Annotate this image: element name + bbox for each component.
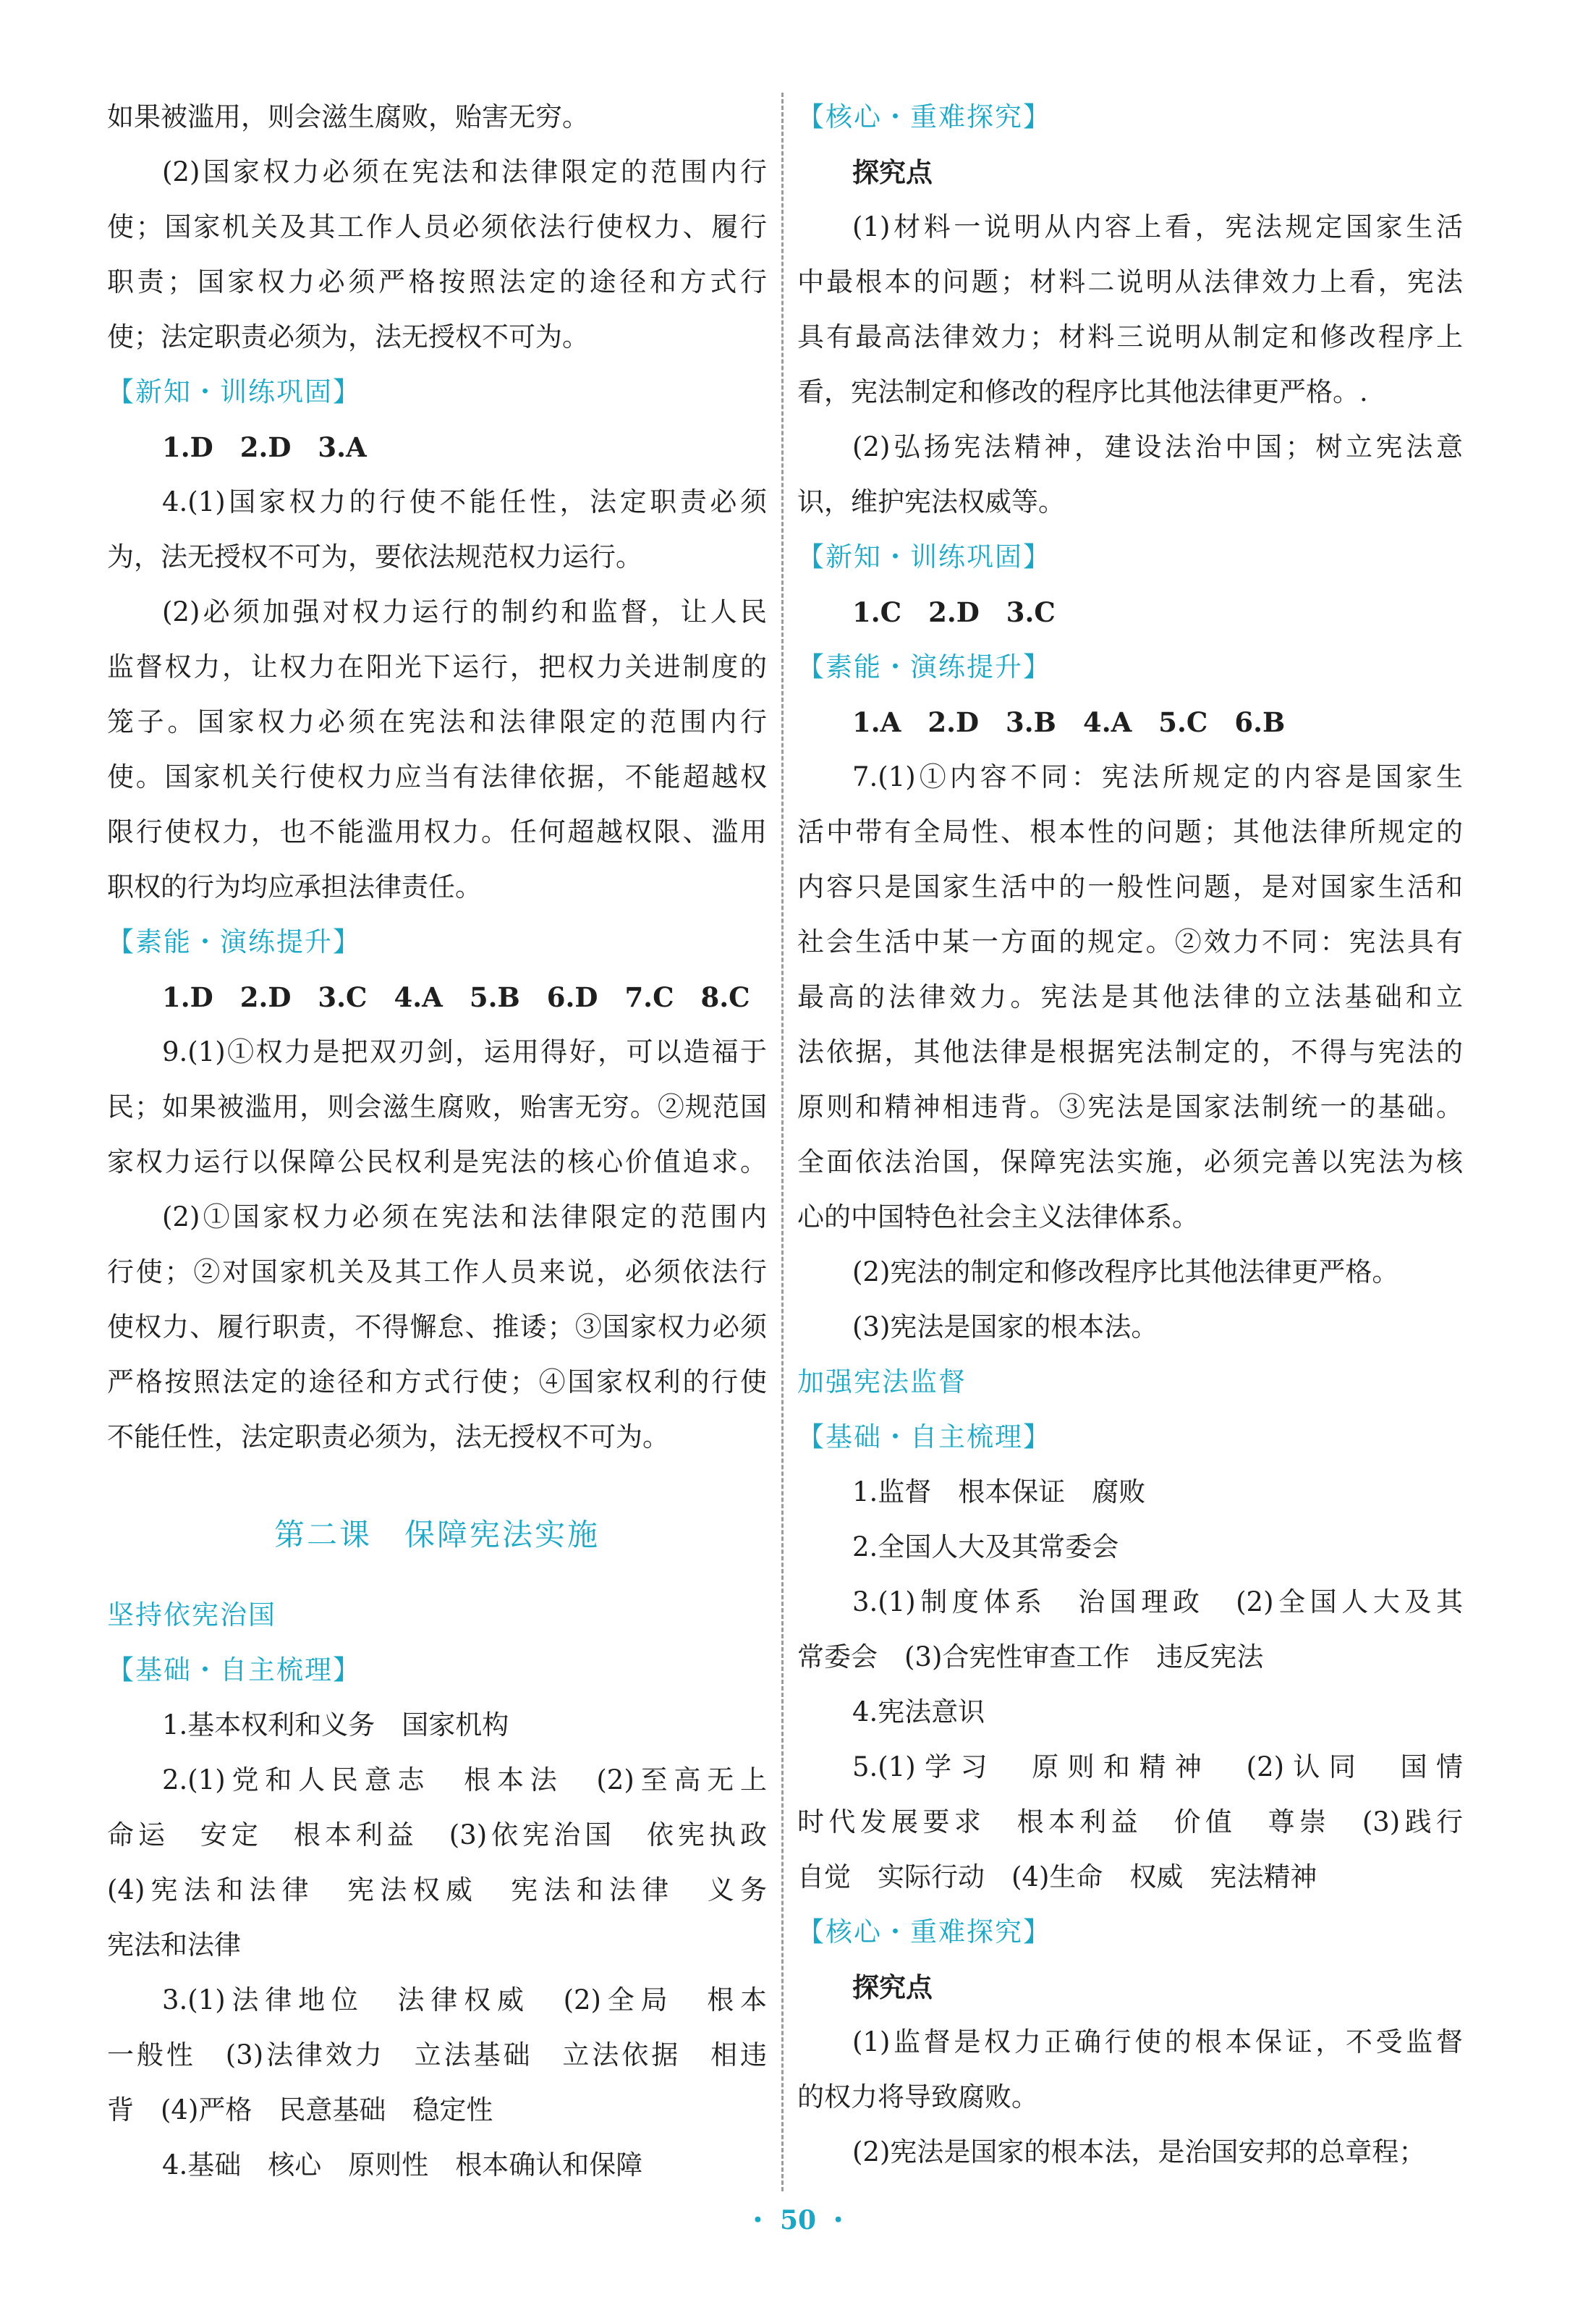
text-line: 不能任性，法定职责必须为，法无授权不可为。 xyxy=(107,1421,669,1452)
text-line: 9.(1)①权力是把双刃剑，运用得好，可以造福于 xyxy=(162,1036,767,1067)
text-line: 使。国家机关行使权力应当有法律依据，不能超越权 xyxy=(107,761,767,792)
text-line: 2.全国人大及其常委会 xyxy=(852,1531,1119,1562)
text-line: 识，维护宪法权威等。 xyxy=(797,486,1065,517)
text-line: 的权力将导致腐败。 xyxy=(797,2081,1038,2112)
page-number: ・ 50 ・ xyxy=(744,2205,852,2235)
subsection-title: 加强宪法监督 xyxy=(797,1366,967,1397)
text-line: 心的中国特色社会主义法律体系。 xyxy=(797,1201,1199,1232)
text-line: 为，法无授权不可为，要依法规范权力运行。 xyxy=(107,541,642,572)
text-line: 如果被滥用，则会滋生腐败，贻害无穷。 xyxy=(107,101,589,132)
text-line: 自觉 实际行动 (4)生命 权威 宪法精神 xyxy=(797,1861,1317,1892)
text-line: 限行使权力，也不能滥用权力。任何超越权限、滥用 xyxy=(107,816,767,847)
text-line: 3.(1)制度体系 治国理政 (2)全国人大及其 xyxy=(852,1586,1463,1617)
text-line: 5.(1)学习 原则和精神 (2)认同 国情 xyxy=(852,1751,1463,1782)
text-line: 内容只是国家生活中的一般性问题，是对国家生活和 xyxy=(797,871,1463,902)
text-line: 职责；国家权力必须严格按照法定的途径和方式行 xyxy=(107,266,767,297)
text-line: 行使；②对国家机关及其工作人员来说，必须依法行 xyxy=(107,1256,767,1287)
text-line: 命运 安定 根本利益 (3)依宪治国 依宪执政 xyxy=(107,1819,767,1850)
text-line: 使；法定职责必须为，法无授权不可为。 xyxy=(107,321,589,352)
subsection-title: 坚持依宪治国 xyxy=(107,1599,276,1630)
text-line: 法依据，其他法律是根据宪法制定的，不得与宪法的 xyxy=(797,1036,1463,1067)
answer-line: 1.D 2.D 3.A xyxy=(162,431,367,463)
text-line: 最高的法律效力。宪法是其他法律的立法基础和立 xyxy=(797,981,1463,1012)
section-heading: 【基础・自主梳理】 xyxy=(797,1421,1051,1452)
text-line: 7.(1)①内容不同：宪法所规定的内容是国家生 xyxy=(852,761,1463,792)
text-line: 1.监督 根本保证 腐败 xyxy=(852,1476,1146,1507)
text-line: (2)必须加强对权力运行的制约和监督，让人民 xyxy=(162,596,767,627)
text-line: 4.(1)国家权力的行使不能任性，法定职责必须 xyxy=(162,486,767,517)
text-line: 活中带有全局性、根本性的问题；其他法律所规定的 xyxy=(797,816,1463,847)
section-heading: 【新知・训练巩固】 xyxy=(797,541,1051,572)
text-line: 民；如果被滥用，则会滋生腐败，贻害无穷。②规范国 xyxy=(107,1091,767,1122)
text-line: 使权力、履行职责，不得懈怠、推诿；③国家权力必须 xyxy=(107,1311,767,1342)
text-line: (2)弘扬宪法精神，建设法治中国；树立宪法意 xyxy=(852,431,1463,462)
text-line: 使；国家机关及其工作人员必须依法行使权力、履行 xyxy=(107,211,767,242)
text-line: 中最根本的问题；材料二说明从法律效力上看，宪法 xyxy=(797,266,1463,297)
chapter-title: 第二课 保障宪法实施 xyxy=(273,1517,600,1552)
text-line: 4.基础 核心 原则性 根本确认和保障 xyxy=(162,2149,643,2180)
section-heading: 【新知・训练巩固】 xyxy=(107,376,361,407)
text-line: 监督权力，让权力在阳光下运行，把权力关进制度的 xyxy=(107,651,767,682)
text-line: (2)国家权力必须在宪法和法律限定的范围内行 xyxy=(162,156,767,187)
text-line: (2)①国家权力必须在宪法和法律限定的范围内 xyxy=(162,1201,767,1232)
answer-line: 1.A 2.D 3.B 4.A 5.C 6.B xyxy=(852,706,1286,738)
text-line: 严格按照法定的途径和方式行使；④国家权利的行使 xyxy=(107,1366,767,1397)
text-line: 时代发展要求 根本利益 价值 尊崇 (3)践行 xyxy=(797,1806,1463,1837)
text-line: 看，宪法制定和修改的程序比其他法律更严格。. xyxy=(797,376,1368,407)
explore-label: 探究点 xyxy=(852,1971,933,2003)
text-line: 原则和精神相违背。③宪法是国家法制统一的基础。 xyxy=(797,1091,1463,1122)
text-line: 社会生活中某一方面的规定。②效力不同：宪法具有 xyxy=(797,926,1463,957)
text-line: 具有最高法律效力；材料三说明从制定和修改程序上 xyxy=(797,321,1463,352)
section-heading: 【素能・演练提升】 xyxy=(797,651,1051,682)
text-line: 全面依法治国，保障宪法实施，必须完善以宪法为核 xyxy=(797,1146,1463,1177)
section-heading: 【基础・自主梳理】 xyxy=(107,1654,361,1685)
column-divider xyxy=(781,93,784,2191)
text-line: (2)宪法的制定和修改程序比其他法律更严格。 xyxy=(852,1256,1399,1287)
text-line: 笼子。国家权力必须在宪法和法律限定的范围内行 xyxy=(107,706,767,737)
text-line: 宪法和法律 xyxy=(107,1929,241,1960)
text-line: 背 (4)严格 民意基础 稳定性 xyxy=(107,2094,493,2125)
text-line: 常委会 (3)合宪性审查工作 违反宪法 xyxy=(797,1641,1264,1672)
section-heading: 【核心・重难探究】 xyxy=(797,101,1051,132)
text-line: 2.(1)党和人民意志 根本法 (2)至高无上 xyxy=(162,1764,767,1795)
text-line: 一般性 (3)法律效力 立法基础 立法依据 相违 xyxy=(107,2039,767,2070)
section-heading: 【素能・演练提升】 xyxy=(107,926,361,957)
section-heading: 【核心・重难探究】 xyxy=(797,1916,1051,1947)
text-line: 1.基本权利和义务 国家机构 xyxy=(162,1709,509,1740)
text-line: (1)监督是权力正确行使的根本保证，不受监督 xyxy=(852,2026,1463,2057)
text-line: 职权的行为均应承担法律责任。 xyxy=(107,871,482,902)
explore-label: 探究点 xyxy=(852,156,933,188)
answer-line: 1.D 2.D 3.C 4.A 5.B 6.D 7.C 8.C xyxy=(162,981,750,1013)
text-line: (2)宪法是国家的根本法，是治国安邦的总章程； xyxy=(852,2136,1426,2167)
text-line: 4.宪法意识 xyxy=(852,1696,985,1727)
text-line: 家权力运行以保障公民权利是宪法的核心价值追求。 xyxy=(107,1146,767,1177)
text-line: 3.(1)法律地位 法律权威 (2)全局 根本 xyxy=(162,1984,767,2015)
text-line: (3)宪法是国家的根本法。 xyxy=(852,1311,1158,1342)
answer-line: 1.C 2.D 3.C xyxy=(852,596,1056,628)
text-line: (1)材料一说明从内容上看，宪法规定国家生活 xyxy=(852,211,1463,242)
text-line: (4)宪法和法律 宪法权威 宪法和法律 义务 xyxy=(107,1874,767,1905)
